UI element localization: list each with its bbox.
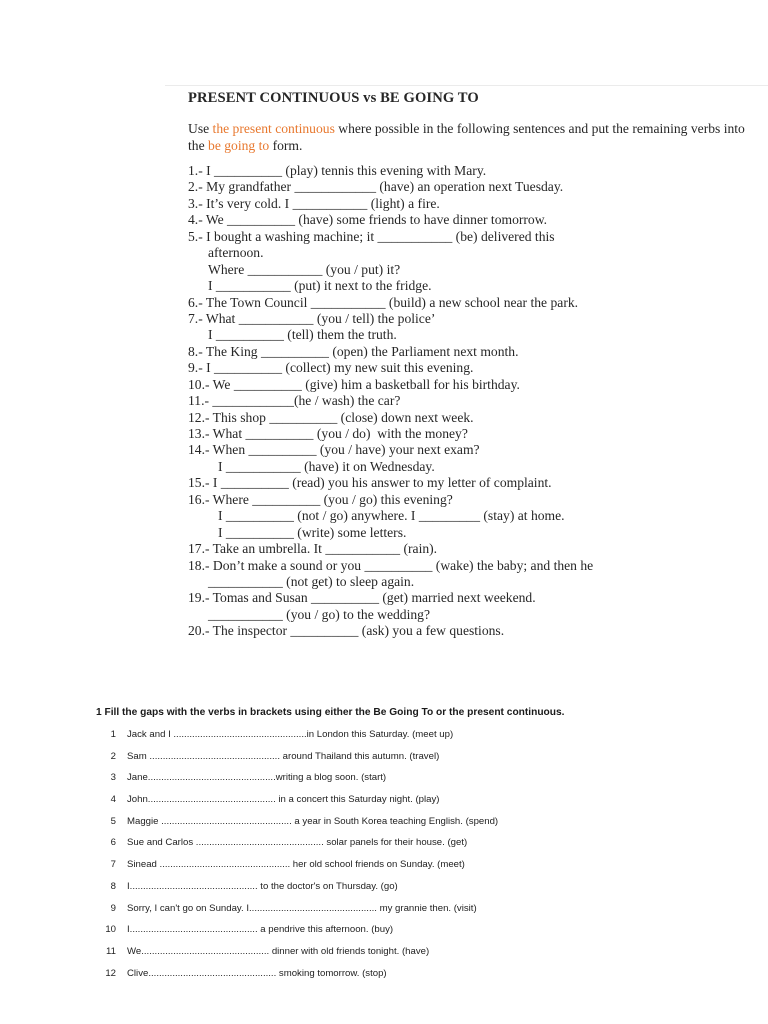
list-item xyxy=(96,832,716,854)
item-text: John................................................ in a concert this Saturday night. (play) xyxy=(127,794,440,806)
item-text: Sinead ................................................. her old school friends on Sunday. (meet) xyxy=(127,859,465,871)
exercise-line: 17.- Take an umbrella. It ___________ (rain). xyxy=(188,541,438,557)
item-number: 9 xyxy=(110,902,116,914)
exercise-line: 5.- I bought a washing machine; it ___________ (be) delivered this xyxy=(188,228,555,244)
item-number: 3 xyxy=(110,772,116,784)
highlight-present-continuous: the present continuous xyxy=(212,121,335,136)
item-number: 11 xyxy=(106,945,116,957)
item-text: Sorry, I can't go on Sunday. I................................................ my grannie then. (visit) xyxy=(127,902,477,914)
list-item xyxy=(96,767,716,789)
gap-fill-list xyxy=(96,724,716,984)
list-item xyxy=(96,876,716,898)
exercise-line: 9.- I __________ (collect) my new suit this evening. xyxy=(188,360,474,376)
item-number: 4 xyxy=(110,794,116,806)
exercise-line: 4.- We __________ (have) some friends to have dinner tomorrow. xyxy=(188,212,548,228)
exercise-line: 20.- The inspector __________ (ask) you a few questions. xyxy=(188,623,505,639)
list-item xyxy=(96,963,716,985)
item-number: 2 xyxy=(110,750,116,762)
list-item xyxy=(96,811,716,833)
exercise-line: ___________ (not get) to sleep again. xyxy=(208,573,415,589)
highlight-be-going-to: be going to xyxy=(208,138,270,153)
item-text: Maggie ................................................. a year in South Korea teaching English. (spend) xyxy=(127,815,499,827)
exercise-line: 8.- The King __________ (open) the Parliament next month. xyxy=(188,343,519,359)
exercise-line: 2.- My grandfather ____________ (have) an operation next Tuesday. xyxy=(188,179,564,195)
item-number: 8 xyxy=(110,880,116,892)
item-text: Sam ................................................. around Thailand this autumn. (travel) xyxy=(127,750,440,762)
item-text: Clive................................................ smoking tomorrow. (stop) xyxy=(127,967,387,979)
exercise-line: afternoon. xyxy=(208,245,264,261)
exercise-line: 1.- I __________ (play) tennis this evening with Mary. xyxy=(188,163,487,178)
list-item xyxy=(96,919,716,941)
gap-fill-title: 1 Fill the gaps with the verbs in brackets using either the Be Going To or the present continuous. xyxy=(96,707,565,718)
exercise-line: 13.- What __________ (you / do) with the money? xyxy=(188,426,468,441)
exercise-line: 19.- Tomas and Susan __________ (get) married next weekend. xyxy=(188,590,536,606)
list-item xyxy=(96,724,716,746)
exercise-line: I ___________ (put) it next to the fridge. xyxy=(208,278,432,294)
exercise-title: PRESENT CONTINUOUS vs BE GOING TO xyxy=(188,90,479,106)
item-text: Jane................................................writing a blog soon. (start) xyxy=(127,772,387,784)
item-number: 10 xyxy=(105,924,116,936)
list-item xyxy=(96,941,716,963)
item-text: I................................................ a pendrive this afternoon. (buy) xyxy=(127,924,394,936)
exercise-line: I __________ (tell) them the truth. xyxy=(208,327,397,343)
list-item xyxy=(96,789,716,811)
exercise-line: 7.- What ___________ (you / tell) the police’ xyxy=(188,310,436,326)
present-continuous-exercise xyxy=(188,87,758,640)
item-text: We................................................ dinner with old friends tonight. (have) xyxy=(127,945,430,957)
exercise-line: 16.- Where __________ (you / go) this evening? xyxy=(188,491,453,507)
item-text: I................................................ to the doctor's on Thursday. (go) xyxy=(127,880,398,892)
exercise-line: I ___________ (have) it on Wednesday. xyxy=(218,458,435,474)
item-number: 12 xyxy=(105,967,116,979)
exercise-line: 3.- It’s very cold. I ___________ (light) a fire. xyxy=(188,195,440,211)
item-number: 5 xyxy=(110,815,116,827)
item-text: Jack and I ..................................................in London this Saturday. (meet up) xyxy=(127,729,454,740)
list-item xyxy=(96,854,716,876)
exercise-line: 15.- I __________ (read) you his answer to my letter of complaint. xyxy=(188,475,552,491)
item-text: Sue and Carlos ................................................ solar panels for their house. (get) xyxy=(127,837,468,849)
item-number: 6 xyxy=(110,837,116,849)
exercise-line: 10.- We __________ (give) him a basketball for his birthday. xyxy=(188,376,520,392)
exercise-line: I __________ (write) some letters. xyxy=(218,524,407,540)
top-divider xyxy=(165,85,768,86)
exercise-line: 11.- ____________(he / wash) the car? xyxy=(188,393,401,409)
item-number: 1 xyxy=(110,729,116,740)
exercise-instruction: Use the present continuous where possible in the following sentences and put the remaining verbs into the be going to form. xyxy=(188,121,745,153)
exercise-line: 14.- When __________ (you / have) your next exam? xyxy=(188,442,480,458)
list-item xyxy=(96,898,716,920)
exercise-line: 12.- This shop __________ (close) down next week. xyxy=(188,409,474,425)
exercise-line: ___________ (you / go) to the wedding? xyxy=(208,606,431,622)
exercise-line: Where ___________ (you / put) it? xyxy=(208,261,401,277)
exercise-line: 18.- Don’t make a sound or you __________ (wake) the baby; and then he xyxy=(188,557,594,573)
exercise-line: 6.- The Town Council ___________ (build) a new school near the park. xyxy=(188,294,579,310)
list-item xyxy=(96,746,716,768)
exercise-line: I __________ (not / go) anywhere. I _________ (stay) at home. xyxy=(218,508,565,524)
item-number: 7 xyxy=(110,859,116,871)
